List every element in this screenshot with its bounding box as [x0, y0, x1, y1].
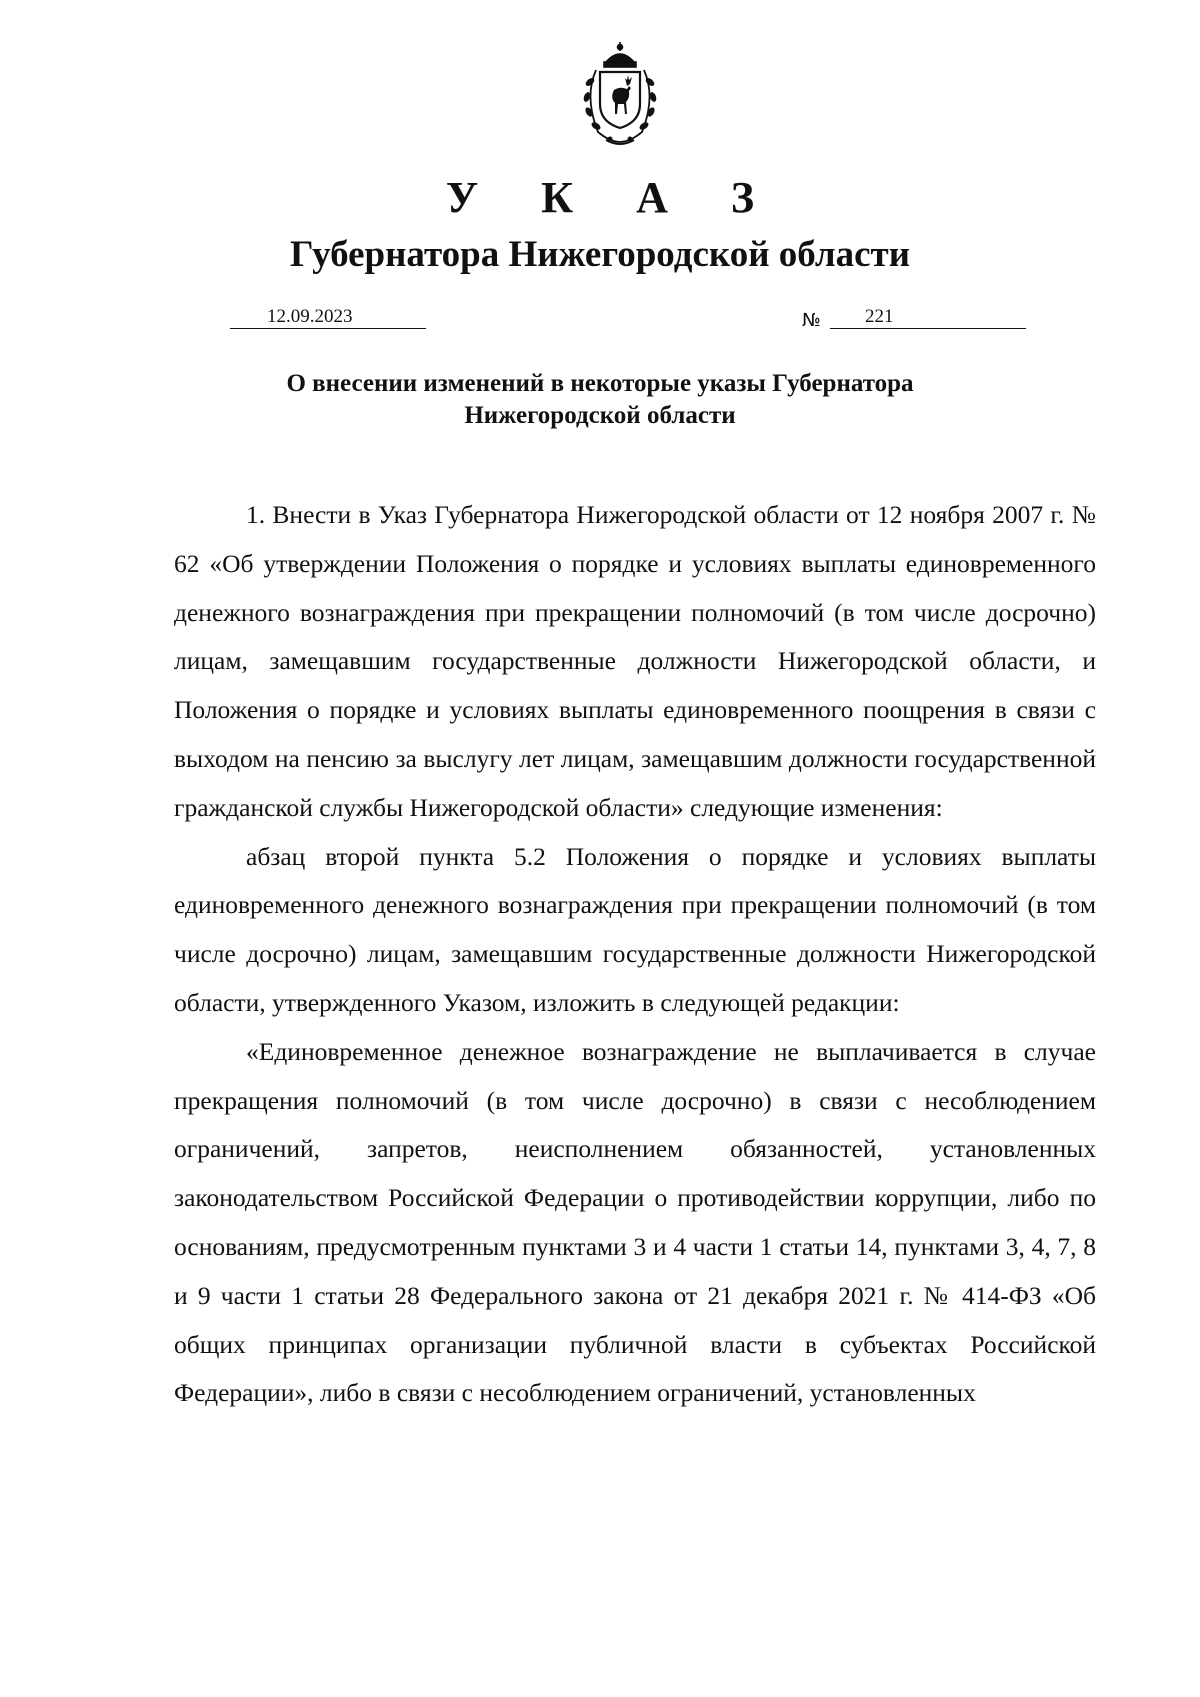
body-paragraph-3: «Единовременное денежное вознаграждение не выплачивается в случае прекращения полномочий (в том числе досрочно) в связи с несоблюдением ограничений, запретов, неисполнением обязанностей, установленных законодательством Российской Федерации о противодействии коррупции, либо по основаниям, предусмотренным пунктами 3 и 4 части 1 статьи 14, пунктами 3, 4, 7, 8 и 9 части 1 статьи 28 Федерального закона от 21 декабря 2021 г. № 414-ФЗ «Об общих принципах организации публичной власти в субъектах Российской Федерации», либо в связи с несоблюдением ограничений, установленных [174, 1036, 1096, 1408]
issuer-title: Губернатора Нижегородской области [289, 234, 911, 275]
subject-line-1: О внесении изменений в некоторые указы Губернатора [286, 370, 914, 397]
number-field [830, 306, 1026, 329]
number-label: № [802, 310, 821, 331]
number-value: 221 [865, 306, 894, 327]
body-paragraph-1: 1. Внести в Указ Губернатора Нижегородской области от 12 ноября 2007 г. № 62 «Об утверждении Положения о порядке и условиях выплаты единовременного денежного вознаграждения при прекращении полномочий (в том числе досрочно) лицам, замещавшим государственные должности Нижегородской области, и Положения о порядке и условиях выплаты единовременного поощрения в связи с выходом на пенсию за выслугу лет лицам, замещавшим должности государственной гражданской службы Нижегородской области» следующие изменения: [174, 500, 1096, 822]
date-field [230, 306, 426, 329]
date-value: 12.09.2023 [267, 306, 353, 327]
subject-line-2: Нижегородской области [464, 402, 736, 429]
body-paragraph-2: абзац второй пункта 5.2 Положения о порядке и условиях выплаты единовременного денежного вознаграждения при прекращении полномочий (в том числе досрочно) лицам, замещавшим государственные должности Нижегородской области, утвержденного Указом, изложить в следующей редакции: [174, 841, 1096, 1017]
document-subject [0, 368, 1200, 432]
coat-of-arms-icon [570, 42, 670, 148]
document-type-title: У К А З [445, 173, 781, 222]
document-body [174, 491, 1096, 1418]
